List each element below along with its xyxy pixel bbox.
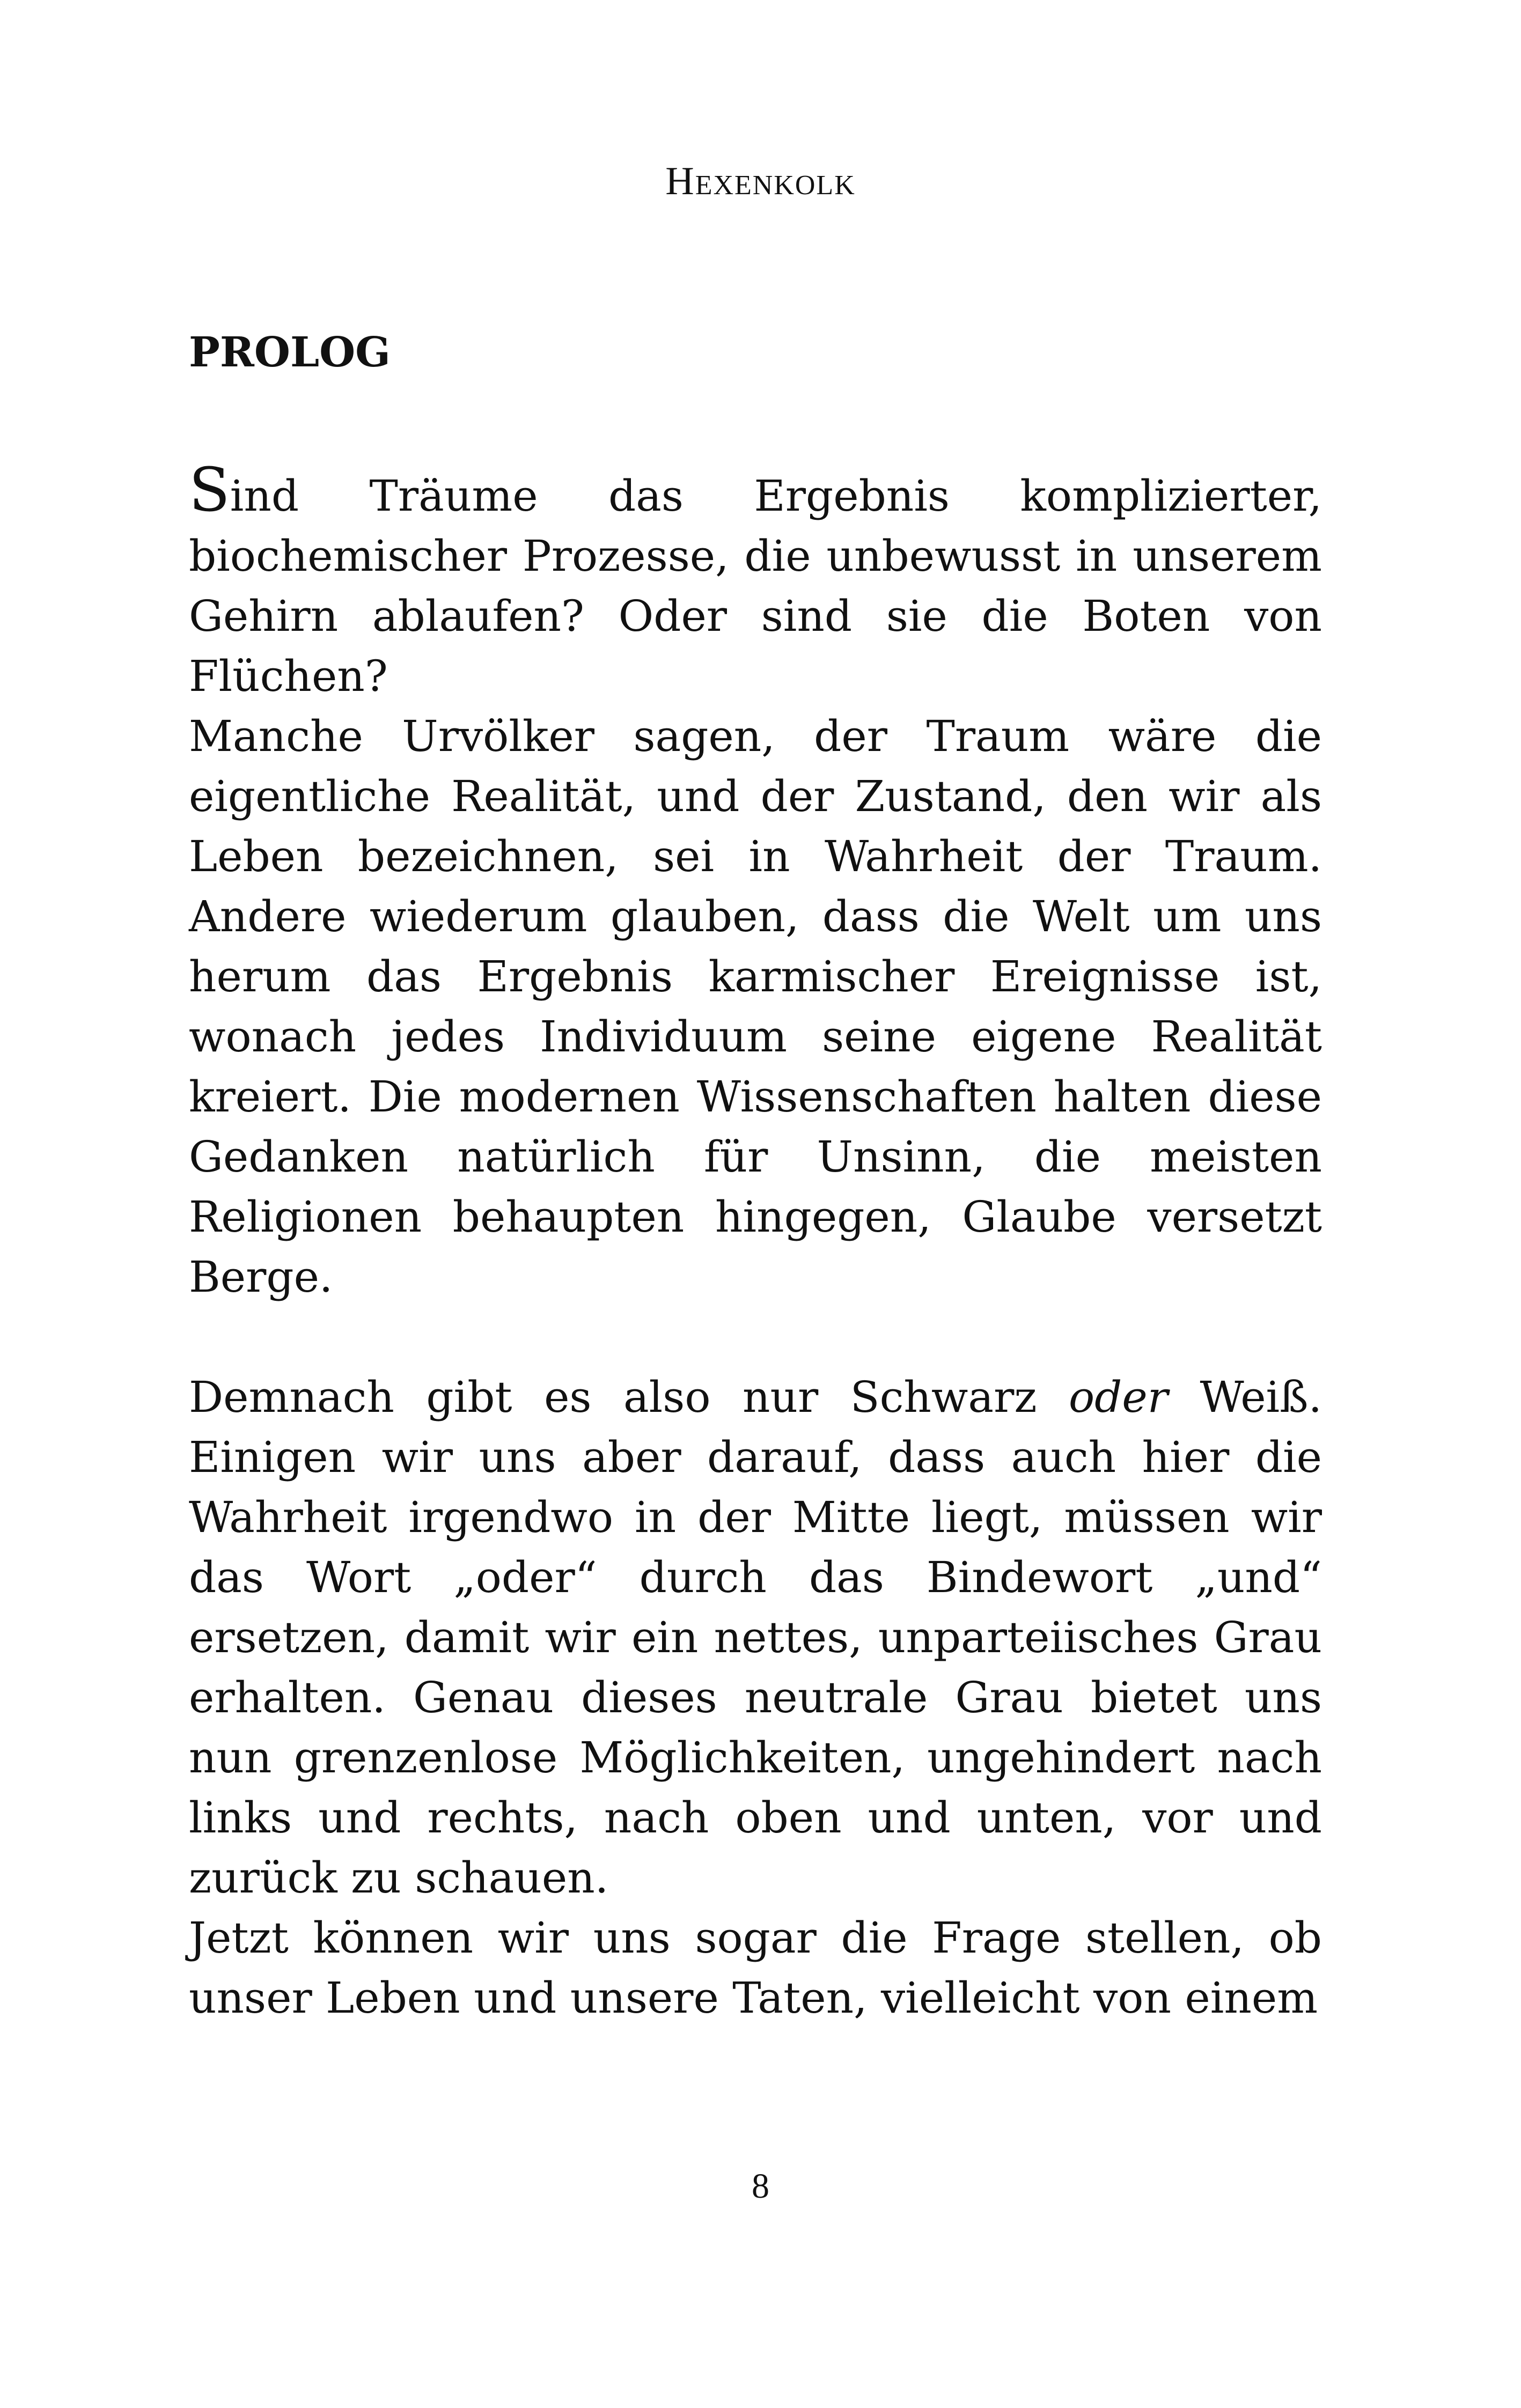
drop-letter: S bbox=[189, 455, 230, 525]
paragraph-1-text: ind Träume das Ergebnis komplizierter, biochemischer Prozesse, die unbewusst in unserem Gehirn ablaufen? Oder sind sie die Boten von Flüchen? bbox=[189, 471, 1322, 701]
paragraph-gap bbox=[189, 1307, 1322, 1367]
paragraph-3-text-a: Demnach gibt es also nur Schwarz bbox=[189, 1372, 1069, 1422]
paragraph-2: Manche Urvölker sagen, der Traum wäre die eigentliche Realität, und der Zustand, den wir als Leben bezeichnen, sei in Wahrheit der Traum. Andere wiederum glauben, dass die Welt um uns herum das Ergebnis karmischer Ereignisse ist, wonach jedes Individuum seine eigene Realität kreiert. Die modernen Wissenschaften halten diese Gedanken natürlich für Unsinn, die meisten Religionen behaupten hingegen, Glaube versetzt Berge. bbox=[189, 711, 1322, 1302]
chapter-title: PROLOG bbox=[189, 328, 391, 377]
body-text bbox=[189, 455, 1322, 2028]
running-head: Hexenkolk bbox=[665, 159, 856, 203]
page-number: 8 bbox=[752, 2167, 769, 2206]
paragraph-1 bbox=[189, 455, 1322, 706]
paragraph-3-text-b: Weiß. Einigen wir uns aber darauf, dass auch hier die Wahrheit irgendwo in der Mitte liegt, müssen wir das Wort „oder“ durch das Bindewort „und“ ersetzen, damit wir ein nettes, unparteiisches Grau erhalten. Genau dieses neutrale Grau bietet uns nun grenzenlose Möglichkeiten, ungehindert nach links und rechts, nach oben und unten, vor und zurück zu schauen. bbox=[189, 1372, 1322, 1903]
paragraph-3 bbox=[189, 1367, 1322, 1908]
emphasis-oder: oder bbox=[1069, 1372, 1168, 1422]
paragraph-4: Jetzt können wir uns sogar die Frage stellen, ob unser Leben und unsere Taten, vielleicht von einem bbox=[189, 1913, 1322, 2023]
